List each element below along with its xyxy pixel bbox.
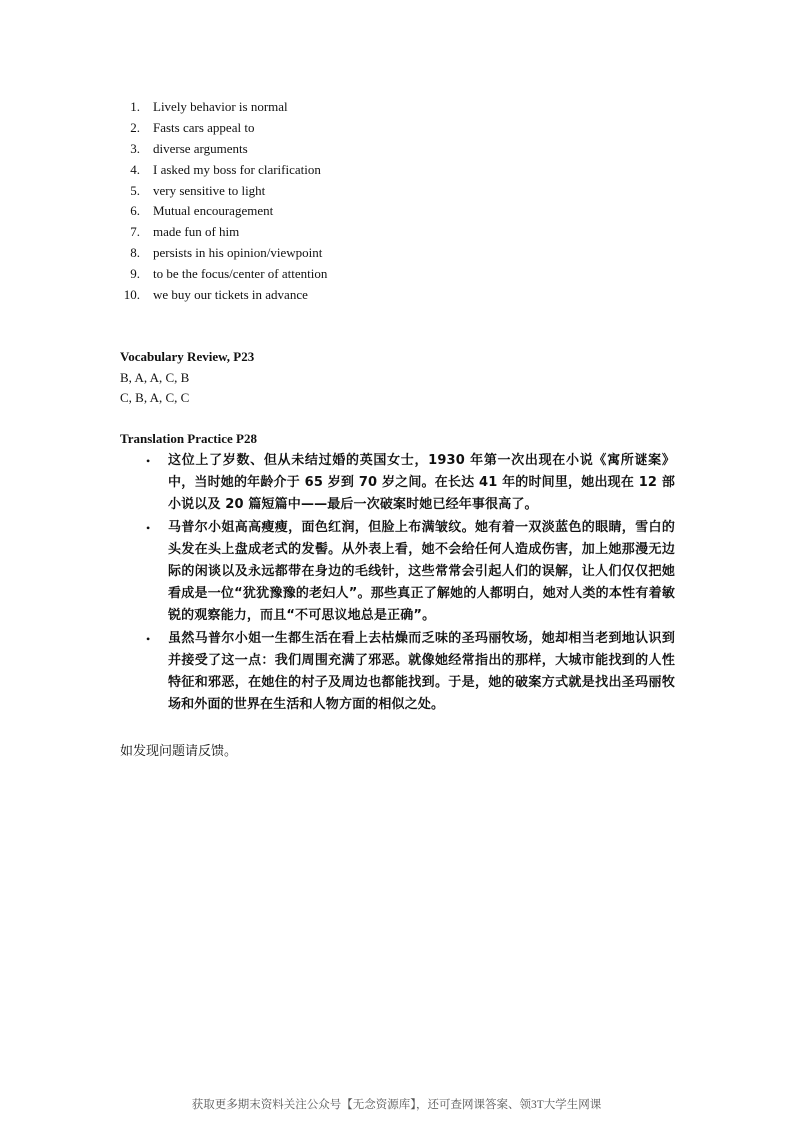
vocabulary-answers-line-1: B, A, A, C, B [120,370,190,385]
list-item-text: Fasts cars appeal to [153,119,255,135]
list-item-number: 2. [130,119,140,135]
bullet-text: 马普尔小姐高高瘦瘦，面色红润，但脸上布满皱纹。她有着一双淡蓝色的眼睛，雪白的头发在头上盘成老式的发髻。从外表上看，她不会给任何人造成伤害，加上她那漫无边际的闲谈以及永远都带在身边的毛线针，这些常常会引起人们的误解，让人们仅仅把她看成是一位“犹犹豫豫的老妇人”。那些真正了解她的人都明白，她对人类的本性有着敏锐的观察能力，而且“不可思议地总是正确”。 [168,520,675,623]
list-item-text: diverse arguments [153,140,248,156]
feedback-note: 如发现问题请反馈。 [120,744,238,759]
bullet-text: 虽然马普尔小姐一生都生活在看上去枯燥而乏味的圣玛丽牧场，她却相当老到地认识到并接受了这一点：我们周围充满了邪恶。就像她经常指出的那样，大城市能找到的人性特征和邪恶，在她住的村子及周边也都能找到。于是，她的破案方式就是找出圣玛丽牧场和外面的世界在生活和人物方面的相似之处。 [168,631,675,712]
bullet-item [140,628,680,716]
list-item [120,181,620,202]
list-item-text: made fun of him [153,224,240,240]
list-item-text: very sensitive to light [153,182,266,198]
list-item [120,264,620,285]
list-item-number: 8. [130,245,140,261]
bullet-item [140,517,680,627]
list-item-text: I asked my boss for clarification [153,161,321,177]
list-item-number: 9. [130,266,140,282]
page-footer: 获取更多期末资料关注公众号【无念资源库】，还可查网课答案、领3T大学生网课 [191,1099,602,1111]
answer-list [120,97,620,306]
bullet-text: 这位上了岁数、但从未结过婚的英国女士，1930 年第一次出现在小说《寓所谜案》中，当时她的年龄介于 65 岁到 70 岁之间。在长达 41 年的时间里，她出现在 12 部小说以及 20 篇短篇中——最后一次破案时她已经年事很高了。 [168,453,675,512]
list-item-number: 3. [130,140,140,156]
bullet-icon: • [146,521,151,535]
bullet-icon: • [146,454,151,468]
list-item-text: Lively behavior is normal [153,99,288,114]
list-item-text: we buy our tickets in advance [153,287,308,303]
list-item [120,243,620,264]
list-item-text: Mutual encouragement [153,203,274,219]
list-item-number: 1. [130,99,140,114]
list-item-number: 7. [130,224,140,240]
list-item-text: to be the focus/center of attention [153,266,328,282]
list-item [120,160,620,181]
list-item-number: 10. [123,287,140,303]
list-item [120,285,620,306]
bullet-item [140,450,680,516]
list-item-number: 5. [130,182,140,198]
list-item-number: 6. [130,203,140,219]
list-item [120,222,620,243]
vocabulary-answers-line-2: C, B, A, C, C [120,390,190,405]
bullet-icon: • [146,632,151,646]
list-item [120,139,620,160]
list-item-text: persists in his opinion/viewpoint [153,245,323,261]
translation-heading: Translation Practice P28 [120,431,257,446]
list-item [120,97,620,118]
list-item [120,118,620,139]
list-item [120,201,620,222]
vocabulary-heading: Vocabulary Review, P23 [120,349,255,364]
list-item-number: 4. [130,161,140,177]
translation-bullets [140,450,680,717]
